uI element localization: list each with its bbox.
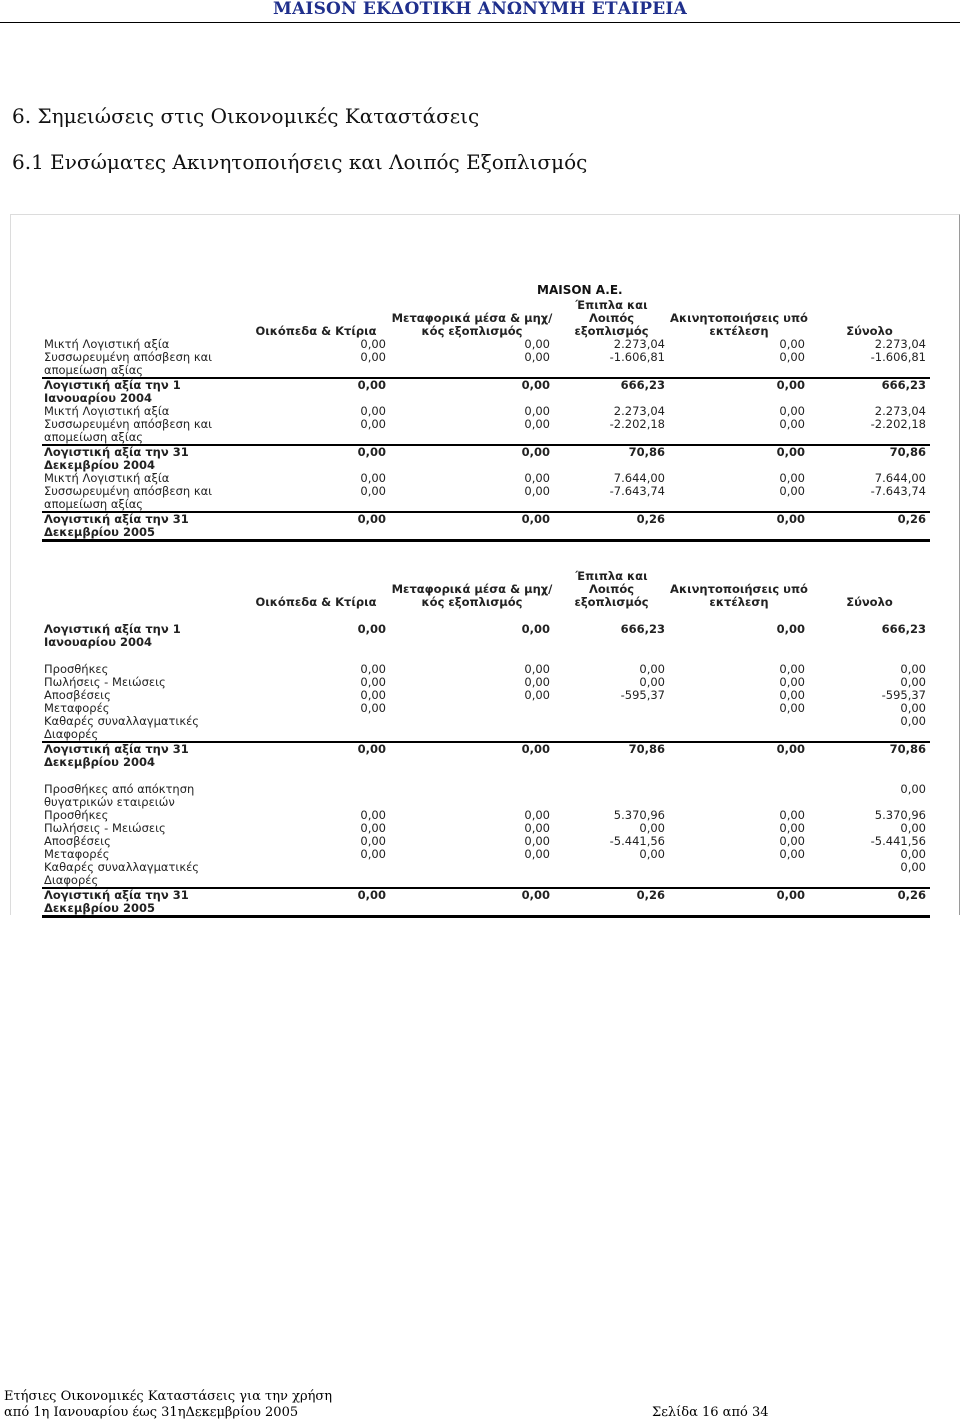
table-row	[42, 418, 930, 445]
cell-value: 0,00	[524, 834, 550, 848]
row-label: Συσσωρευμένη απόσβεση και απομείωση αξίας	[44, 417, 213, 444]
cell-value: 0,26	[554, 888, 669, 917]
cell-value: 0,00	[360, 471, 386, 485]
cell-value: 0,00	[900, 675, 926, 689]
cell-value: 0,00	[900, 662, 926, 676]
cell-value: 7.644,00	[613, 471, 665, 485]
cell-value	[390, 715, 554, 742]
row-label: Καθαρές συναλλαγματικές Διαφορές	[44, 714, 200, 741]
fixed-assets-table-1	[42, 296, 930, 542]
cell-value: -2.202,18	[609, 417, 665, 431]
row-label: Λογιστική αξία την 31 Δεκεμβρίου 2004	[42, 445, 242, 472]
cell-value: 0,00	[360, 417, 386, 431]
cell-value: 70,86	[554, 742, 669, 769]
page-number: Σελίδα 16 από 34	[652, 1405, 769, 1420]
cell-value: 0,00	[779, 688, 805, 702]
row-label: Πωλήσεις - Μειώσεις	[44, 675, 166, 689]
cell-value: 0,00	[779, 821, 805, 835]
cell-value: 0,00	[242, 888, 390, 917]
cell-value	[390, 783, 554, 809]
subsection-title: 6.1 Ενσώματες Ακινητοποιήσεις και Λοιπός Εξοπλισμός	[12, 150, 588, 174]
row-label: Μικτή Λογιστική αξία	[44, 337, 170, 351]
cell-value	[669, 715, 809, 742]
cell-value: 0,00	[900, 701, 926, 715]
cell-value: 5.370,96	[613, 808, 665, 822]
cell-value: -595,37	[881, 688, 926, 702]
row-label: Προσθήκες	[44, 662, 109, 676]
cell-value: 0,00	[357, 622, 386, 636]
cell-value: 0,00	[779, 662, 805, 676]
cell-value: 0,00	[900, 714, 926, 728]
cell-value: 0,00	[900, 860, 926, 874]
cell-value: 0,00	[390, 888, 554, 917]
cell-value: 0,00	[669, 512, 809, 541]
cell-value: 0,00	[524, 688, 550, 702]
cell-value: 70,86	[809, 742, 930, 769]
cell-value: 0,00	[669, 888, 809, 917]
cell-value	[390, 861, 554, 888]
cell-value: 0,00	[524, 417, 550, 431]
cell-value: 0,00	[524, 808, 550, 822]
cell-value	[669, 861, 809, 888]
cell-value: 0,00	[779, 834, 805, 848]
cell-value: 0,00	[779, 675, 805, 689]
cell-value: 0,00	[390, 445, 554, 472]
table-row	[42, 715, 930, 742]
cell-value: 0,00	[776, 622, 805, 636]
table-row	[42, 351, 930, 378]
row-label: Πωλήσεις - Μειώσεις	[44, 821, 166, 835]
cell-value: -2.202,18	[870, 417, 926, 431]
cell-value: 0,00	[779, 808, 805, 822]
cell-value: 666,23	[809, 378, 930, 405]
col-header-land-buildings: Οικόπεδα & Κτίρια	[255, 595, 377, 609]
cell-value: 0,00	[360, 484, 386, 498]
cell-value: 0,00	[360, 350, 386, 364]
footer-line-1: Ετήσιες Οικονομικές Καταστάσεις για την χρήση	[4, 1389, 333, 1404]
cell-value: 0,00	[360, 337, 386, 351]
cell-value: 0,00	[524, 675, 550, 689]
cell-value: 70,86	[809, 445, 930, 472]
cell-value: -7.643,74	[609, 484, 665, 498]
cell-value: 0,00	[639, 675, 665, 689]
cell-value	[242, 783, 390, 809]
cell-value	[390, 702, 554, 715]
cell-value: 666,23	[620, 622, 665, 636]
section-title: 6. Σημειώσεις στις Οικονομικές Καταστάσεις	[12, 104, 480, 128]
col-header-land-buildings: Οικόπεδα & Κτίρια	[255, 324, 377, 338]
row-label: Μεταφορές	[44, 701, 110, 715]
cell-value: -7.643,74	[870, 484, 926, 498]
table-row-total	[42, 888, 930, 917]
cell-value: -5.441,56	[609, 834, 665, 848]
cell-value: 0,00	[242, 378, 390, 405]
cell-value: 0,00	[900, 821, 926, 835]
table-row-total	[42, 512, 930, 541]
row-label: Αποσβέσεις	[44, 688, 111, 702]
row-label: Μικτή Λογιστική αξία	[44, 471, 170, 485]
cell-value: 0,00	[360, 808, 386, 822]
row-label: Συσσωρευμένη απόσβεση και απομείωση αξίας	[44, 484, 213, 511]
col-header-furniture: Έπιπλα και Λοιπός εξοπλισμός	[574, 298, 649, 338]
cell-value: 0,00	[669, 742, 809, 769]
row-label: Αποσβέσεις	[44, 834, 111, 848]
cell-value: 0,00	[242, 742, 390, 769]
col-header-under-construction: Ακινητοποιήσεις υπό εκτέλεση	[670, 311, 808, 338]
cell-value	[554, 861, 669, 888]
cell-value: 0,00	[779, 847, 805, 861]
cell-value: 0,00	[639, 662, 665, 676]
cell-value: -595,37	[620, 688, 665, 702]
cell-value: 0,00	[524, 337, 550, 351]
table-company-name: MAISON A.E.	[537, 283, 623, 297]
row-label: Λογιστική αξία την 1 Ιανουαρίου 2004	[42, 378, 242, 405]
cell-value: 0,00	[779, 701, 805, 715]
table-row-subtotal	[42, 445, 930, 472]
cell-value: 0,00	[524, 484, 550, 498]
cell-value: 0,00	[779, 350, 805, 364]
cell-value: 0,00	[779, 484, 805, 498]
running-header: MAISON ΕΚΔΟΤΙΚΗ ΑΝΩΝΥΜΗ ΕΤΑΙΡΕΙΑ	[0, 0, 960, 23]
cell-value: 2.273,04	[874, 337, 926, 351]
fixed-assets-table-2	[42, 567, 930, 918]
cell-value: 0,00	[639, 821, 665, 835]
cell-value: 0,00	[524, 662, 550, 676]
cell-value: 0,00	[390, 742, 554, 769]
cell-value	[242, 715, 390, 742]
cell-value: 0,26	[809, 512, 930, 541]
cell-value: 0,00	[524, 404, 550, 418]
col-header-under-construction: Ακινητοποιήσεις υπό εκτέλεση	[670, 582, 808, 609]
cell-value: 70,86	[554, 445, 669, 472]
row-label: Συσσωρευμένη απόσβεση και απομείωση αξίας	[44, 350, 213, 377]
cell-value: 0,26	[554, 512, 669, 541]
row-label: Λογιστική αξία την 31 Δεκεμβρίου 2004	[42, 742, 242, 769]
cell-value: 0,00	[360, 404, 386, 418]
cell-value	[554, 715, 669, 742]
row-label: Καθαρές συναλλαγματικές Διαφορές	[44, 860, 200, 887]
cell-value: 0,00	[669, 378, 809, 405]
cell-value: 0,00	[360, 688, 386, 702]
col-header-total: Σύνολο	[846, 595, 893, 609]
row-label: Λογιστική αξία την 31 Δεκεμβρίου 2005	[42, 512, 242, 541]
cell-value: 0,00	[524, 350, 550, 364]
cell-value: 0,00	[360, 821, 386, 835]
cell-value: 7.644,00	[874, 471, 926, 485]
cell-value: -5.441,56	[870, 834, 926, 848]
cell-value: 0,00	[779, 417, 805, 431]
cell-value: 0,00	[242, 445, 390, 472]
cell-value	[242, 861, 390, 888]
cell-value: 0,00	[779, 404, 805, 418]
cell-value: 0,26	[809, 888, 930, 917]
table-row-subtotal	[42, 378, 930, 405]
table-row-subtotal	[42, 742, 930, 769]
cell-value: 0,00	[360, 675, 386, 689]
cell-value: -1.606,81	[870, 350, 926, 364]
cell-value: 5.370,96	[874, 808, 926, 822]
cell-value	[554, 783, 669, 809]
cell-value: -1.606,81	[609, 350, 665, 364]
cell-value	[669, 783, 809, 809]
cell-value: 0,00	[524, 847, 550, 861]
cell-value: 0,00	[242, 512, 390, 541]
cell-value: 666,23	[554, 378, 669, 405]
cell-value: 0,00	[779, 471, 805, 485]
table-row	[42, 485, 930, 512]
row-label: Μικτή Λογιστική αξία	[44, 404, 170, 418]
cell-value: 0,00	[521, 622, 550, 636]
row-label: Λογιστική αξία την 1 Ιανουαρίου 2004	[44, 622, 181, 649]
cell-value: 666,23	[881, 622, 926, 636]
col-header-total: Σύνολο	[846, 324, 893, 338]
col-header-blank	[42, 296, 242, 338]
cell-value: 0,00	[360, 701, 386, 715]
col-header-vehicles-machinery: Μεταφορικά μέσα & μηχ/κός εξοπλισμός	[391, 582, 553, 609]
cell-value: 0,00	[669, 445, 809, 472]
cell-value: 2.273,04	[613, 337, 665, 351]
table-row	[42, 861, 930, 888]
cell-value: 0,00	[360, 834, 386, 848]
col-header-vehicles-machinery: Μεταφορικά μέσα & μηχ/κός εξοπλισμός	[391, 311, 553, 338]
cell-value: 0,00	[390, 512, 554, 541]
row-label: Προσθήκες	[44, 808, 109, 822]
col-header-blank	[42, 567, 242, 609]
cell-value: 0,00	[360, 847, 386, 861]
row-label: Λογιστική αξία την 31 Δεκεμβρίου 2005	[42, 888, 242, 917]
cell-value: 0,00	[524, 471, 550, 485]
row-label: Προσθήκες από απόκτηση θυγατρικών εταιρειών	[44, 782, 195, 809]
cell-value	[554, 702, 669, 715]
cell-value: 0,00	[390, 378, 554, 405]
cell-value: 2.273,04	[874, 404, 926, 418]
table-row-subtotal	[42, 623, 930, 649]
footer-line-2: από 1η Ιανουαρίου έως 31ηΔεκεμβρίου 2005	[4, 1405, 299, 1420]
cell-value: 0,00	[900, 782, 926, 796]
cell-value: 0,00	[524, 821, 550, 835]
cell-value: 0,00	[900, 847, 926, 861]
cell-value: 0,00	[779, 337, 805, 351]
cell-value: 0,00	[360, 662, 386, 676]
col-header-furniture: Έπιπλα και Λοιπός εξοπλισμός	[574, 569, 649, 609]
row-label: Μεταφορές	[44, 847, 110, 861]
footer-document-info	[4, 1389, 332, 1421]
cell-value: 2.273,04	[613, 404, 665, 418]
cell-value: 0,00	[639, 847, 665, 861]
table-row	[42, 783, 930, 809]
